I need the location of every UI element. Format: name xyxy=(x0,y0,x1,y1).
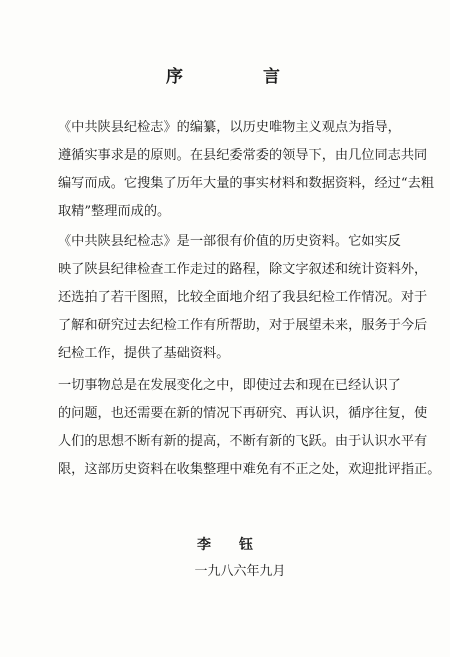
paragraph-line: 一切事物总是在发展变化之中，即使过去和现在已经认识了 xyxy=(58,378,401,393)
paragraph-3 xyxy=(58,372,441,484)
paragraph-line: 映了陕县纪律检查工作走过的路程，除文字叙述和统计资料外， xyxy=(58,262,428,277)
author-signature xyxy=(0,534,450,554)
paragraph-line: 遵循实事求是的原则。在县纪委常委的领导下，由几位同志共同 xyxy=(58,148,428,163)
paragraph-line: 《中共陕县纪检志》是一部很有价值的历史资料。它如实反 xyxy=(58,234,401,249)
paragraph-line: 纪检工作，提供了基础资料。 xyxy=(58,346,230,361)
paragraph-line: 限，这部历史资料在收集整理中难免有不正之处，欢迎批评指正。 xyxy=(58,462,441,477)
paragraph-line: 编写而成。它搜集了历年大量的事实材料和数据资料，经过“去粗 xyxy=(58,176,434,191)
title-char-2: 言 xyxy=(263,67,284,87)
date-line: 一九八六年九月 xyxy=(194,564,286,579)
paragraph-1 xyxy=(58,114,434,226)
paragraph-line: 还选拍了若干图照，比较全面地介绍了我县纪检工作情况。对于 xyxy=(58,290,428,305)
page-title xyxy=(0,62,450,87)
paragraph-line: 的问题，也还需要在新的情况下再研究、再认识，循序往复，使 xyxy=(58,406,428,421)
paragraph-line: 了解和研究过去纪检工作有所帮助，对于展望未来，服务于今后 xyxy=(58,318,428,333)
paragraph-line: 《中共陕县纪检志》的编纂，以历史唯物主义观点为指导， xyxy=(58,120,401,135)
paragraph-line: 人们的思想不断有新的提高，不断有新的飞跃。由于认识水平有 xyxy=(58,434,428,449)
paragraph-2 xyxy=(58,228,428,368)
signature-char-2: 钰 xyxy=(239,537,253,553)
signature-char-1: 李 xyxy=(197,537,211,553)
title-char-1: 序 xyxy=(166,67,187,87)
paragraph-line: 取精”整理而成的。 xyxy=(58,204,171,219)
